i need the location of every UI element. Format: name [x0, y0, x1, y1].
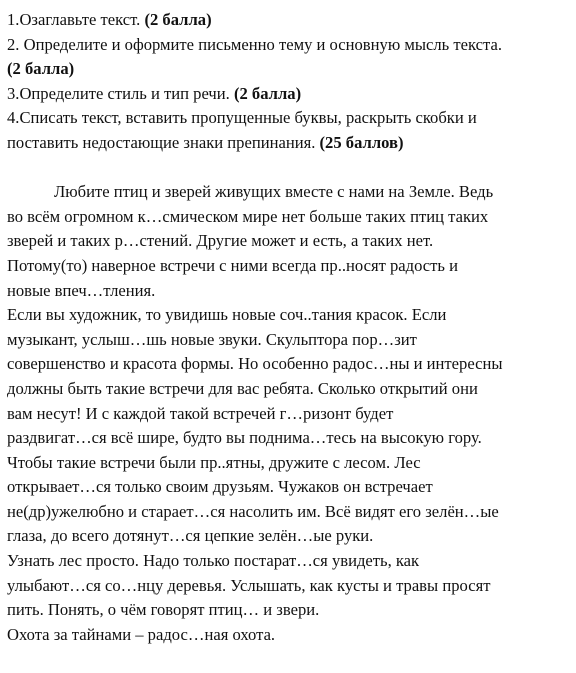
task-4-text2: поставить недостающие знаки препинания. — [7, 132, 320, 152]
text-line: пить. Понять, о чём говорят птиц… и звери. — [7, 600, 320, 620]
text-line: Если вы художник, то увидишь новые соч..тания красок. Если — [7, 305, 447, 325]
text-line: Чтобы такие встречи были пр..ятны, дружите с лесом. Лес — [7, 452, 421, 472]
text-line: вам несут! И с каждой такой встречей г…ризонт будет — [7, 403, 394, 423]
text-line: совершенство и красота формы. Но особенно радос…ны и интересны — [7, 354, 503, 374]
task-1 — [7, 8, 572, 33]
task-4-points: (25 баллов) — [319, 132, 404, 152]
blank-line — [7, 156, 572, 181]
text-line: Любите птиц и зверей живущих вместе с нами на Земле. Ведь — [54, 182, 494, 202]
task-list — [7, 8, 572, 156]
text-line: улыбают…ся со…нцу деревья. Услышать, как кусты и травы просят — [7, 575, 491, 595]
task-3-text: 3.Определите стиль и тип речи. — [7, 83, 234, 103]
task-1-text: 1.Озаглавьте текст. — [7, 10, 145, 29]
text-line: Узнать лес просто. Надо только постарат…ся увидеть, как — [7, 551, 420, 571]
task-3 — [7, 82, 572, 107]
text-line: зверей и таких р…стений. Другие может и есть, а таких нет. — [7, 231, 434, 251]
task-2-points: (2 балла) — [7, 59, 75, 79]
exercise-text — [7, 180, 572, 647]
text-line: Охота за тайнами – радос…ная охота. — [7, 624, 276, 644]
text-line: новые впеч…тления. — [7, 280, 156, 300]
text-line: музыкант, услыш…шь новые звуки. Скульптора пор…зит — [7, 329, 417, 349]
task-2-text: 2. Определите и оформите письменно тему и основную мысль текста. — [7, 34, 502, 54]
text-line: Потому(то) наверное встречи с ними всегда пр..носят радость и — [7, 255, 459, 275]
task-4: 4.Списать текст, вставить пропущенные буквы, раскрыть скобки и — [7, 108, 477, 128]
text-line: должны быть такие встречи для вас ребята. Сколько открытий они — [7, 378, 478, 398]
task-1-points: (2 балла) — [144, 10, 212, 29]
text-line: во всём огромном к…смическом мире нет больше таких птиц таких — [7, 206, 489, 226]
task-4-cont — [7, 131, 572, 156]
text-line: не(др)ужелюбно и старает…ся насолить им. Всё видят его зелён…ые — [7, 501, 499, 521]
text-line: открывает…ся только своим друзьям. Чужаков он встречает — [7, 477, 433, 497]
text-line: глаза, до всего дотянут…ся цепкие зелён…ые руки. — [7, 526, 374, 546]
task-3-points: (2 балла) — [233, 83, 302, 103]
text-line: раздвигат…ся всё шире, будто вы поднима…тесь на высокую гору. — [7, 428, 482, 448]
task-2 — [7, 33, 572, 58]
